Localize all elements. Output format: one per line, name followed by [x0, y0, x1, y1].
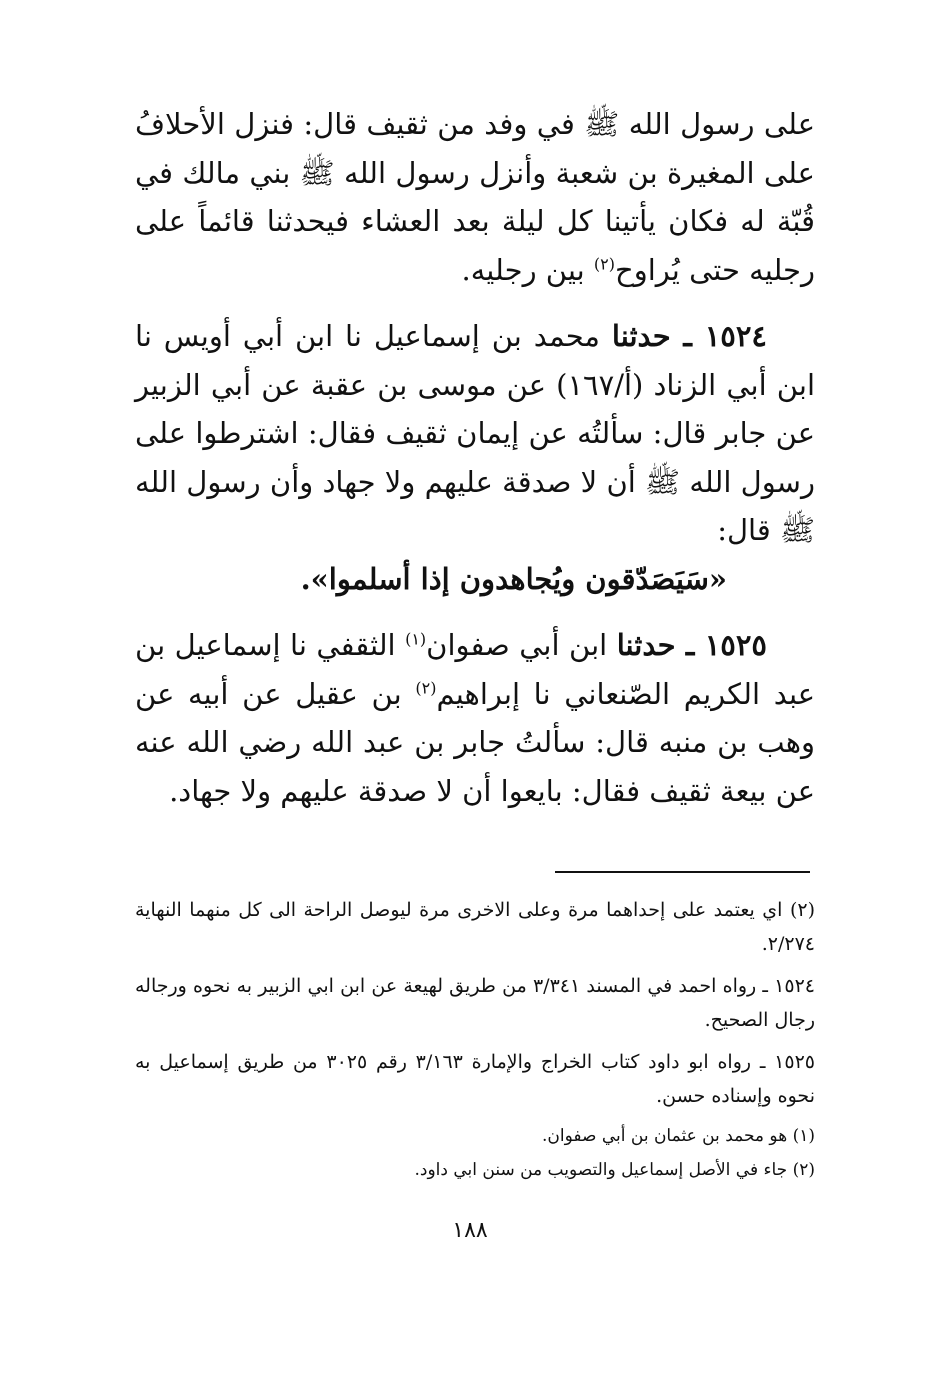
footnote-2: (٢) اي يعتمد على إحداهما مرة وعلى الاخرى مرة ليوصل الراحة الى كل منهما النهاية ٢/٢٧٤.: [135, 899, 815, 955]
hadith-text: بن عقيل عن أبيه عن وهب بن منبه قال: سألتُ جابر بن عبد الله رضي الله عنه عن بيعة ثقيف فقال: بايعوا أن لا صدقة عليهم ولا جهاد.: [135, 676, 815, 808]
hadith-1524: [135, 312, 815, 603]
paragraph-continuation: [135, 100, 815, 294]
footnote-1524: ١٥٢٤ ـ رواه احمد في المسند ٣/٣٤١ من طريق لهيعة عن ابن ابي الزبير به نحوه ورجاله رجال الصحيح.: [135, 975, 815, 1031]
hadith-text: ابن أبي صفوان: [426, 628, 617, 662]
footnote-divider: [555, 871, 810, 873]
hadith-number: ١٥٢٥ ـ حدثنا: [616, 628, 768, 662]
page-number: ١٨٨: [452, 1218, 488, 1243]
footnote-ref: (٢): [593, 253, 616, 273]
hadith-1525: [135, 621, 815, 815]
footnote-note-1: (١) هو محمد بن عثمان بن أبي صفوان.: [542, 1126, 815, 1146]
footnotes: [135, 893, 815, 1185]
footnote-ref: (١): [405, 629, 427, 649]
hadith-text: محمد بن إسماعيل نا ابن أبي أويس نا ابن أبي الزناد (أ/١٦٧) عن موسى بن عقبة عن أبي الزبير عن جابر قال: سألتُه عن إيمان ثقيف فقال: اشترطوا على رسول الله ﷺ أن لا صدقة عليهم ولا جهاد وأن رسول الله ﷺ قال:: [135, 319, 815, 547]
footnote-1525: ١٥٢٥ ـ رواه ابو داود كتاب الخراج والإمارة ٣/١٦٣ رقم ٣٠٢٥ من طريق إسماعيل به نحوه وإسناده حسن.: [135, 1051, 815, 1107]
footnote-ref: (٢): [415, 677, 437, 697]
hadith-number: ١٥٢٤ ـ حدثنا: [611, 319, 767, 353]
hadith-quote: «سَيَصَدّقون ويُجاهدون إذا أسلموا».: [300, 561, 727, 596]
hadith-text: الثقفي نا إسماعيل بن عبد الكريم الصّنعاني نا إبراهيم: [135, 628, 815, 711]
footnote-note-2: (٢) جاء في الأصل إسماعيل والتصويب من سنن ابي داود.: [414, 1160, 815, 1180]
continuation-text: على رسول الله ﷺ في وفد من ثقيف قال: فنزل الأحلافُ على المغيرة بن شعبة وأنزل رسول الله ﷺ بني مالك في قُبّة له فكان يأتينا كل ليلة بعد العشاء فيحدثنا قائماً على رجليه حتى يُراوح: [135, 107, 815, 287]
continuation-end: بين رجليه.: [461, 252, 594, 287]
main-text: [135, 100, 815, 815]
